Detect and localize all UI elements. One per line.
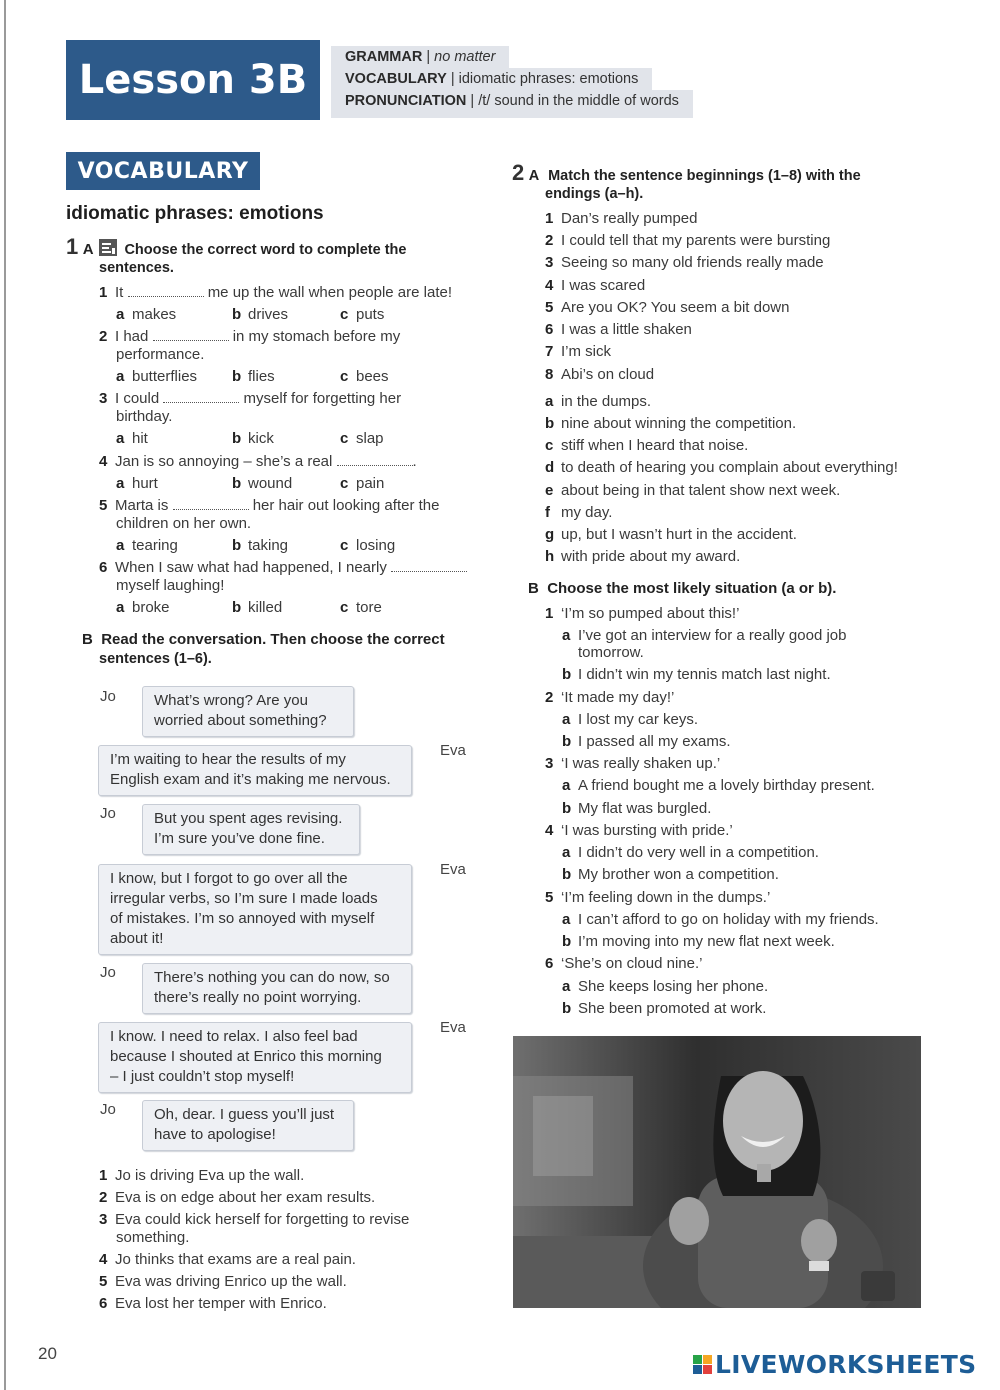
option-c[interactable]: c slap [340,430,384,447]
chat-bubble-eva: I know, but I forgot to go over all the irregular verbs, so I’m sure I made loads of mistakes. I’m so annoyed with myself about it! [98,864,412,955]
ex1a-item-1: 1 It me up the wall when people are late! [99,284,453,301]
situation-quote: 3 ‘I was really shaken up.’ [545,755,721,772]
speaker-name: Jo [100,805,116,822]
separator: | [450,71,455,87]
option-a[interactable]: a She keeps losing her phone. [562,978,769,995]
chat-bubble-eva: I’m waiting to hear the results of my English exam and it’s making me nervous. [98,745,412,796]
chat-bubble-jo: Oh, dear. I guess you’ll just have to apologise! [142,1100,354,1151]
ending-item[interactable]: c stiff when I heard that noise. [545,437,749,454]
beginning-item: 3 Seeing so many old friends really made [545,254,824,271]
beginning-item: 2 I could tell that my parents were bursting [545,232,831,249]
beginning-item: 7 I’m sick [545,343,611,360]
ex2b-header: B Choose the most likely situation (a or b). [528,580,837,597]
option-a[interactable]: a butterflies [116,368,198,385]
beginning-item: 5 Are you OK? You seem a bit down [545,299,790,316]
option-b[interactable]: b wound [232,475,293,492]
item-continuation: performance. [116,346,205,363]
document-lines-icon [99,239,117,261]
item-continuation: tomorrow. [578,644,644,661]
chat-bubble-jo: What’s wrong? Are you worried about something? [142,686,354,737]
answer-blank[interactable] [153,328,229,341]
ending-item[interactable]: f my day. [545,504,613,521]
item-continuation: birthday. [116,408,173,425]
section-subtitle: idiomatic phrases: emotions [66,203,324,224]
ex2a-header [512,160,861,186]
ex1a-item-2: 2 I had in my stomach before my [99,328,401,345]
liveworksheets-logo[interactable] [693,1350,976,1379]
option-b[interactable]: b I passed all my exams. [562,733,731,750]
statement-item[interactable]: 3 Eva could kick herself for forgetting to revise [99,1211,410,1228]
beginning-item: 8 Abi’s on cloud [545,366,655,383]
brand-mark-icon [693,1355,712,1374]
ending-item[interactable]: g up, but I wasn’t hurt in the accident. [545,526,797,543]
statement-item[interactable]: 4 Jo thinks that exams are a real pain. [99,1251,356,1268]
option-c[interactable]: c bees [340,368,389,385]
ending-item[interactable]: h with pride about my award. [545,548,741,565]
statement-item[interactable]: 1 Jo is driving Eva up the wall. [99,1167,305,1184]
beginning-item: 4 I was scared [545,277,646,294]
answer-blank[interactable] [337,453,413,466]
section-title: VOCABULARY [66,152,260,190]
option-b[interactable]: b I didn’t win my tennis match last night. [562,666,831,683]
grammar-value: no matter [434,49,496,65]
option-c[interactable]: c tore [340,599,382,616]
separator: | [426,49,431,65]
speaker-name: Eva [440,742,466,759]
ex1a-header [66,234,406,261]
speaker-name: Jo [100,1101,116,1118]
answer-blank[interactable] [391,559,467,572]
option-a[interactable]: a makes [116,306,177,323]
chat-bubble-jo: But you spent ages revising. I’m sure you’ve done fine. [142,804,360,855]
option-b[interactable]: b My flat was burgled. [562,800,712,817]
ex1a-item-4: 4 Jan is so annoying – she’s a real . [99,453,417,470]
option-a[interactable]: a hit [116,430,148,447]
option-b[interactable]: b killed [232,599,283,616]
option-a[interactable]: a A friend bought me a lovely birthday present. [562,777,875,794]
beginning-item: 1 Dan’s really pumped [545,210,698,227]
situation-quote: 1 ‘I’m so pumped about this!’ [545,605,740,622]
statement-item[interactable]: 2 Eva is on edge about her exam results. [99,1189,376,1206]
separator: | [470,93,475,109]
grammar-label: GRAMMAR [345,49,423,65]
option-a[interactable]: a broke [116,599,170,616]
vocabulary-label: VOCABULARY [345,71,447,87]
option-a[interactable]: a I didn’t do very well in a competition. [562,844,819,861]
ex1a-item-6: 6 When I saw what had happened, I nearly [99,559,467,577]
speaker-name: Eva [440,861,466,878]
speaker-name: Jo [100,688,116,705]
situation-quote: 6 ‘She’s on cloud nine.’ [545,955,703,972]
speaker-name: Jo [100,964,116,981]
answer-blank[interactable] [163,390,239,403]
pronunciation-value: /t/ sound in the middle of words [478,93,679,109]
page-number: 20 [38,1344,57,1363]
option-c[interactable]: c losing [340,537,396,554]
option-a[interactable]: a I’ve got an interview for a really good job [562,627,847,644]
option-b[interactable]: b My brother won a competition. [562,866,779,883]
instruction: Choose the correct word to complete the [124,242,407,258]
chat-bubble-eva: I know. I need to relax. I also feel bad because I shouted at Enrico this morning – I just couldn’t stop myself! [98,1022,412,1093]
grammar-band [331,46,509,68]
ending-item[interactable]: e about being in that talent show next week. [545,482,841,499]
speaker-name: Eva [440,1019,466,1036]
option-a[interactable]: a I lost my car keys. [562,711,699,728]
option-a[interactable]: a hurt [116,475,158,492]
option-c[interactable]: c pain [340,475,385,492]
option-b[interactable]: b I’m moving into my new flat next week. [562,933,835,950]
ending-item[interactable]: d to death of hearing you complain about everything! [545,459,898,476]
situation-quote: 2 ‘It made my day!’ [545,689,675,706]
exercise-number: 2 [512,160,525,185]
item-continuation: something. [116,1229,190,1246]
instruction-cont: endings (a–h). [545,186,644,202]
instruction-cont: sentences. [99,260,174,276]
chat-bubble-jo: There’s nothing you can do now, so there’s really no point worrying. [142,963,412,1014]
option-b[interactable]: b taking [232,537,289,554]
vocabulary-value: idiomatic phrases: emotions [458,71,639,87]
answer-blank[interactable] [173,497,249,510]
brand-name: LIVEWORKSHEETS [715,1350,977,1379]
photo-celebrating-woman [513,1036,921,1308]
pronunciation-label: PRONUNCIATION [345,93,467,109]
option-c[interactable]: c puts [340,306,385,323]
item-continuation: myself laughing! [116,577,225,594]
part-letter: A [82,241,94,258]
ending-item[interactable]: a in the dumps. [545,393,652,410]
item-continuation: children on her own. [116,515,252,532]
ex1b-header: B Read the conversation. Then choose the correct [82,631,445,648]
instruction-cont: sentences (1–6). [99,651,212,667]
instruction: Match the sentence beginnings (1–8) with the [548,168,861,184]
vocabulary-band [331,68,652,90]
option-a[interactable]: a I can’t afford to go on holiday with my friends. [562,911,879,928]
option-b[interactable]: b flies [232,368,275,385]
answer-blank[interactable] [128,284,204,297]
part-letter: A [528,168,540,184]
ex1a-item-5: 5 Marta is her hair out looking after the [99,497,440,514]
option-b[interactable]: b She been promoted at work. [562,1000,767,1017]
beginning-item: 6 I was a little shaken [545,321,692,338]
situation-quote: 4 ‘I was bursting with pride.’ [545,822,733,839]
pronunciation-band [331,90,693,118]
ex1a-item-3: 3 I could myself for forgetting her [99,390,402,407]
exercise-number: 1 [66,234,79,259]
option-a[interactable]: a tearing [116,537,178,554]
statement-item[interactable]: 6 Eva lost her temper with Enrico. [99,1295,327,1312]
situation-quote: 5 ‘I’m feeling down in the dumps.’ [545,889,771,906]
option-b[interactable]: b drives [232,306,289,323]
statement-item[interactable]: 5 Eva was driving Enrico up the wall. [99,1273,347,1290]
option-b[interactable]: b kick [232,430,274,447]
ending-item[interactable]: b nine about winning the competition. [545,415,797,432]
lesson-title: Lesson 3B [66,40,320,120]
